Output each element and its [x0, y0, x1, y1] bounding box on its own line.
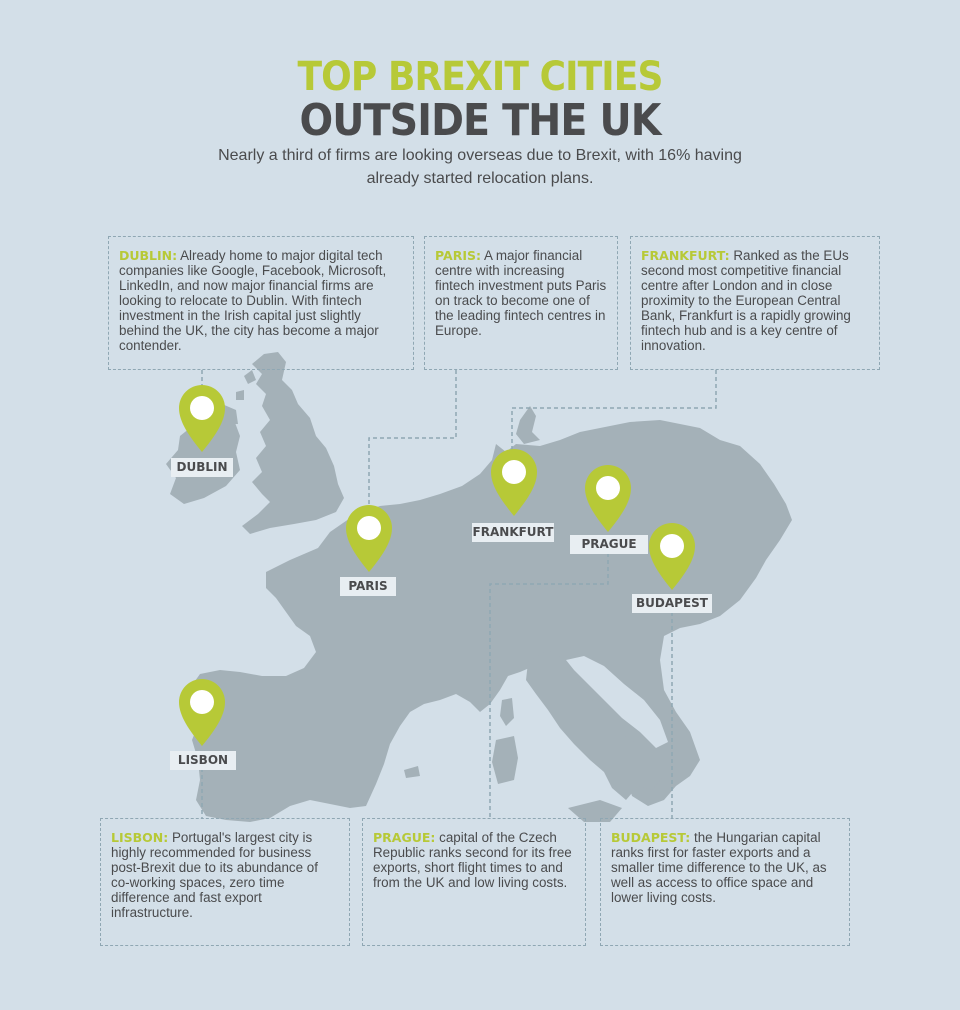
title-line-2: OUTSIDE THE UK	[299, 95, 661, 146]
sardinia-landmass	[492, 736, 518, 784]
city-label-prague: PRAGUE	[570, 535, 648, 554]
title-line-1: TOP BREXIT CITIES	[297, 54, 663, 100]
info-heading-paris: PARIS:	[435, 248, 481, 263]
info-text-budapest: the Hungarian capital ranks first for faster exports and a smaller time difference to the UK, as well as access to office space and lower living costs.	[611, 830, 827, 905]
info-text-paris: A major financial centre with increasing fintech investment puts Paris on track to become one of the leading fintech centres in Europe.	[435, 248, 607, 338]
info-heading-prague: PRAGUE:	[373, 830, 436, 845]
info-heading-frankfurt: FRANKFURT:	[641, 248, 730, 263]
balearic-islands	[404, 766, 420, 778]
denmark-landmass	[516, 406, 540, 444]
info-box-lisbon	[100, 818, 350, 946]
corsica-landmass	[500, 698, 514, 726]
info-text-dublin: Already home to major digital tech companies like Google, Facebook, Microsoft, LinkedIn, and now major financial firms are looking to relocate to Dublin. With fintech investment in the Irish capital just slightly behind the UK, the city has become a major contender.	[119, 248, 387, 353]
paris-connector	[369, 370, 456, 512]
city-label-frankfurt: FRANKFURT	[472, 523, 554, 542]
land-masses	[166, 352, 792, 822]
city-label-lisbon: LISBON	[170, 751, 236, 770]
subtitle: Nearly a third of firms are looking overseas due to Brexit, with 16% having already started relocation plans.	[218, 147, 742, 187]
great-britain-landmass	[242, 352, 344, 534]
info-heading-lisbon: LISBON:	[111, 830, 169, 845]
info-box-frankfurt	[630, 236, 880, 370]
info-heading-budapest: BUDAPEST:	[611, 830, 691, 845]
info-box-paris	[424, 236, 618, 370]
city-label-budapest: BUDAPEST	[632, 594, 712, 613]
info-box-prague	[362, 818, 586, 946]
city-label-dublin: DUBLIN	[171, 458, 233, 477]
info-text-prague: capital of the Czech Republic ranks second for its free exports, short flight times to and from the UK and low living costs.	[373, 830, 572, 890]
info-text-frankfurt: Ranked as the EUs second most competitive financial centre after London and in close proximity to the European Central Bank, Frankfurt is a rapidly growing fintech hub and is a key centre of innovation.	[641, 248, 851, 353]
info-text-lisbon: Portugal's largest city is highly recommended for business post-Brexit due to its abundance of co-working spaces, zero time difference and fast export infrastructure.	[111, 830, 318, 920]
info-box-budapest	[600, 818, 850, 946]
city-label-paris: PARIS	[340, 577, 396, 596]
info-box-dublin	[108, 236, 414, 370]
info-heading-dublin: DUBLIN:	[119, 248, 178, 263]
scottish-islands	[236, 370, 256, 400]
